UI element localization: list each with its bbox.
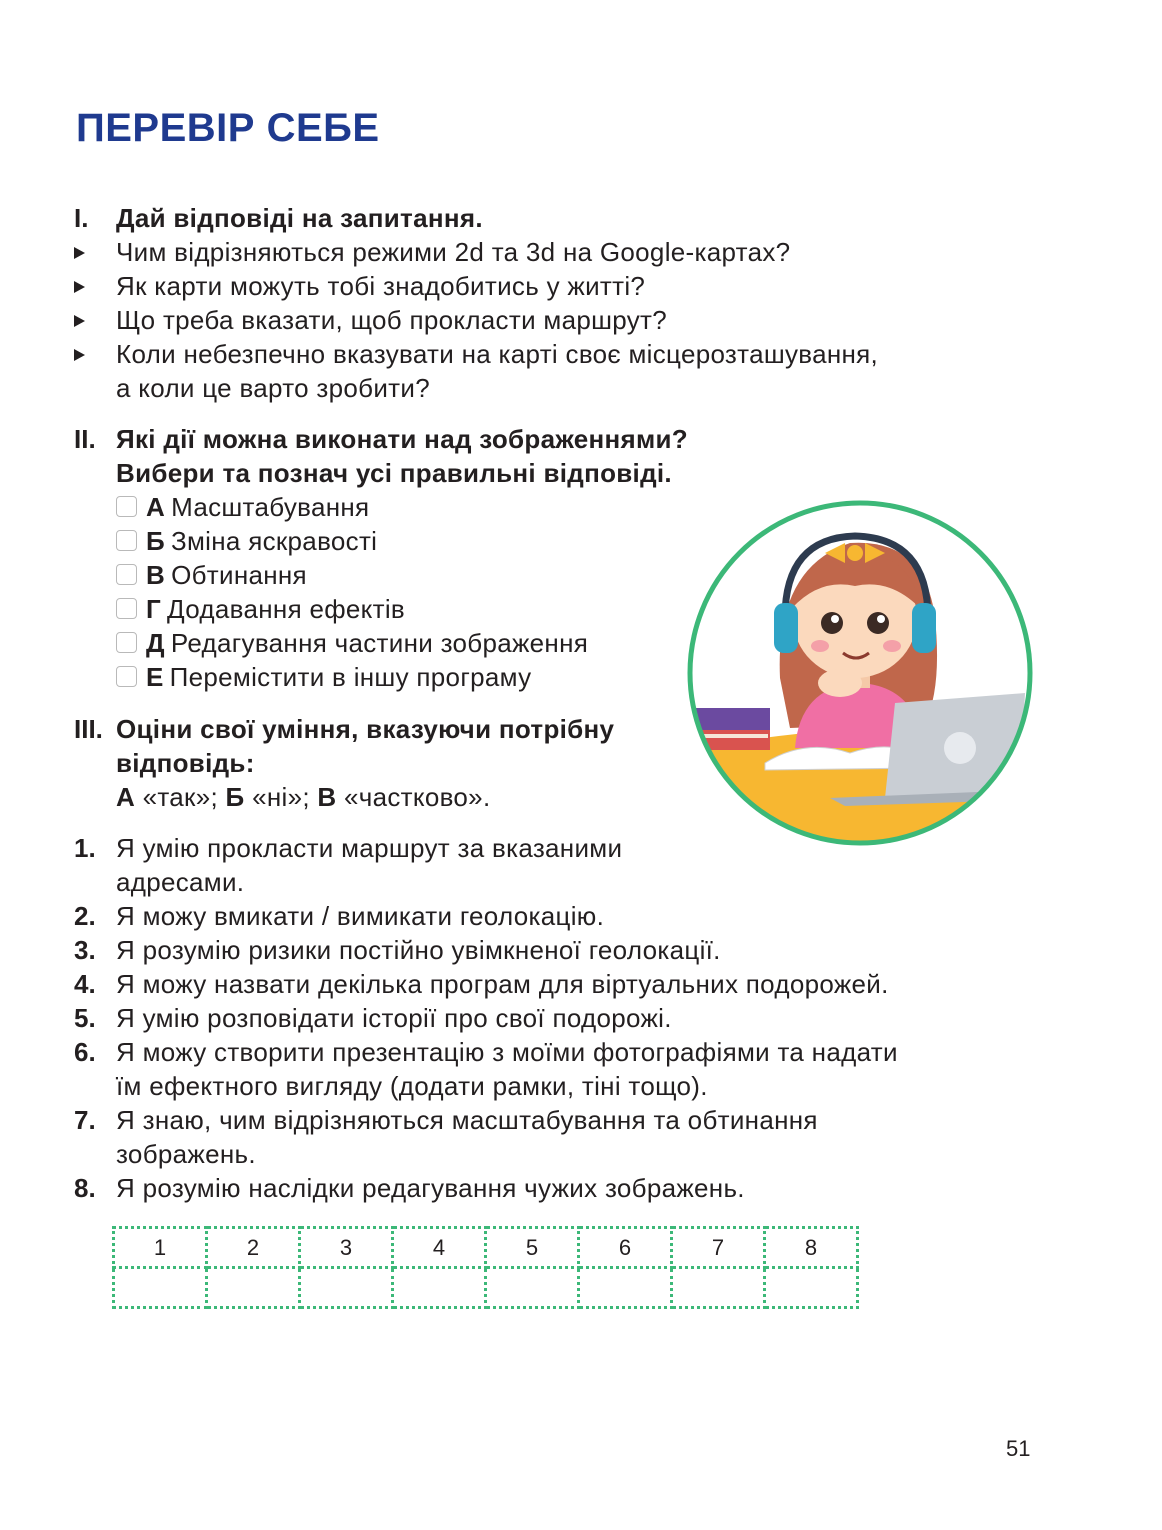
section-2-marker: II. [74,424,96,454]
option-v [146,558,307,592]
answer-cell[interactable] [393,1268,486,1308]
question-2: Як карти можуть тобі знадобитись у житті? [116,271,646,301]
bullet-icon [74,281,85,293]
answer-table-header: 8 [765,1228,858,1268]
section-3-heading-line-2: відповідь: [116,748,255,778]
answer-table-header-row [114,1228,858,1268]
statement-3: Я розумію ризики постійно увімкненої геолокації. [116,935,721,965]
answer-table-header: 6 [579,1228,672,1268]
answer-table-answer-row [114,1268,858,1308]
section-3-marker: III. [74,714,103,744]
option-text: Обтинання [171,560,307,590]
option-text: Редагування частини зображення [170,628,589,658]
option-e [146,660,531,694]
section-1-heading: Дай відповіді на запитання. [116,203,483,233]
answer-cell[interactable] [207,1268,300,1308]
scale-letter: Б [225,782,245,812]
scale-text: «ні»; [252,782,310,812]
option-text: Зміна яскравості [171,526,378,556]
option-text: Додавання ефектів [167,594,406,624]
option-letter: Д [146,628,165,658]
page-title: ПЕРЕВІР СЕБЕ [76,106,380,150]
option-v-checkbox[interactable] [116,564,137,585]
statement-number: 1. [74,833,96,863]
statement-6-line-1: Я можу створити презентацію з моїми фотографіями та надати [116,1037,898,1067]
answer-table-header: 5 [486,1228,579,1268]
statement-7-line-2: зображень. [116,1139,256,1169]
statement-number: 4. [74,969,96,999]
option-letter: В [146,560,166,590]
statement-8: Я розумію наслідки редагування чужих зображень. [116,1173,745,1203]
option-letter: Б [146,526,165,556]
option-letter: А [146,492,166,522]
statement-6-line-2: їм ефектного вигляду (додати рамки, тіні тощо). [116,1071,708,1101]
option-letter: Е [146,662,164,692]
answer-table-header: 3 [300,1228,393,1268]
statement-number: 2. [74,901,96,931]
question-1: Чим відрізняються режими 2d та 3d на Google-картах? [116,237,791,267]
answer-cell[interactable] [579,1268,672,1308]
statement-5: Я умію розповідати історії про свої подорожі. [116,1003,672,1033]
question-3: Що треба вказати, щоб прокласти маршрут? [116,305,668,335]
option-d [146,626,588,660]
answer-cell[interactable] [300,1268,393,1308]
section-2-heading-line-1: Які дії можна виконати над зображеннями? [116,424,688,454]
option-a-checkbox[interactable] [116,496,137,517]
scale-text: «так»; [142,782,219,812]
answer-cell[interactable] [672,1268,765,1308]
scale-letter: А [116,782,136,812]
answer-table-header: 2 [207,1228,300,1268]
statement-number: 7. [74,1105,96,1135]
section-2-heading-line-2: Вибери та познач усі правильні відповіді. [116,458,672,488]
statement-7-line-1: Я знаю, чим відрізняються масштабування та обтинання [116,1105,818,1135]
answer-table-header: 1 [114,1228,207,1268]
option-text: Масштабування [171,492,370,522]
bullet-icon [74,349,85,361]
scale-letter: В [317,782,337,812]
statement-number: 6. [74,1037,96,1067]
statement-2: Я можу вмикати / вимикати геолокацію. [116,901,605,931]
option-g-checkbox[interactable] [116,598,137,619]
option-d-checkbox[interactable] [116,632,137,653]
option-b-checkbox[interactable] [116,530,137,551]
statement-number: 8. [74,1173,96,1203]
option-text: Перемістити в іншу програму [169,662,532,692]
section-1-marker: I. [74,203,89,233]
answer-table [112,1226,859,1309]
page-number: 51 [1006,1436,1031,1461]
bullet-icon [74,315,85,327]
section-3-heading-line-1: Оціни свої уміння, вказуючи потрібну [116,714,615,744]
answer-table-header: 4 [393,1228,486,1268]
option-letter: Г [146,594,162,624]
answer-cell[interactable] [486,1268,579,1308]
question-4-line-2: а коли це варто зробити? [116,373,430,403]
rating-scale [116,780,490,814]
question-4-line-1: Коли небезпечно вказувати на карті своє місцерозташування, [116,339,879,369]
statement-1-line-2: адресами. [116,867,245,897]
scale-text: «частково». [344,782,491,812]
statement-1-line-1: Я умію прокласти маршрут за вказаними [116,833,623,863]
option-b [146,524,377,558]
option-g [146,592,405,626]
statement-number: 5. [74,1003,96,1033]
answer-table-header: 7 [672,1228,765,1268]
option-e-checkbox[interactable] [116,666,137,687]
statement-number: 3. [74,935,96,965]
girl-with-laptop-illustration [680,498,1040,848]
answer-cell[interactable] [765,1268,858,1308]
bullet-icon [74,247,85,259]
statement-4: Я можу назвати декілька програм для віртуальних подорожей. [116,969,889,999]
option-a [146,490,369,524]
answer-cell[interactable] [114,1268,207,1308]
